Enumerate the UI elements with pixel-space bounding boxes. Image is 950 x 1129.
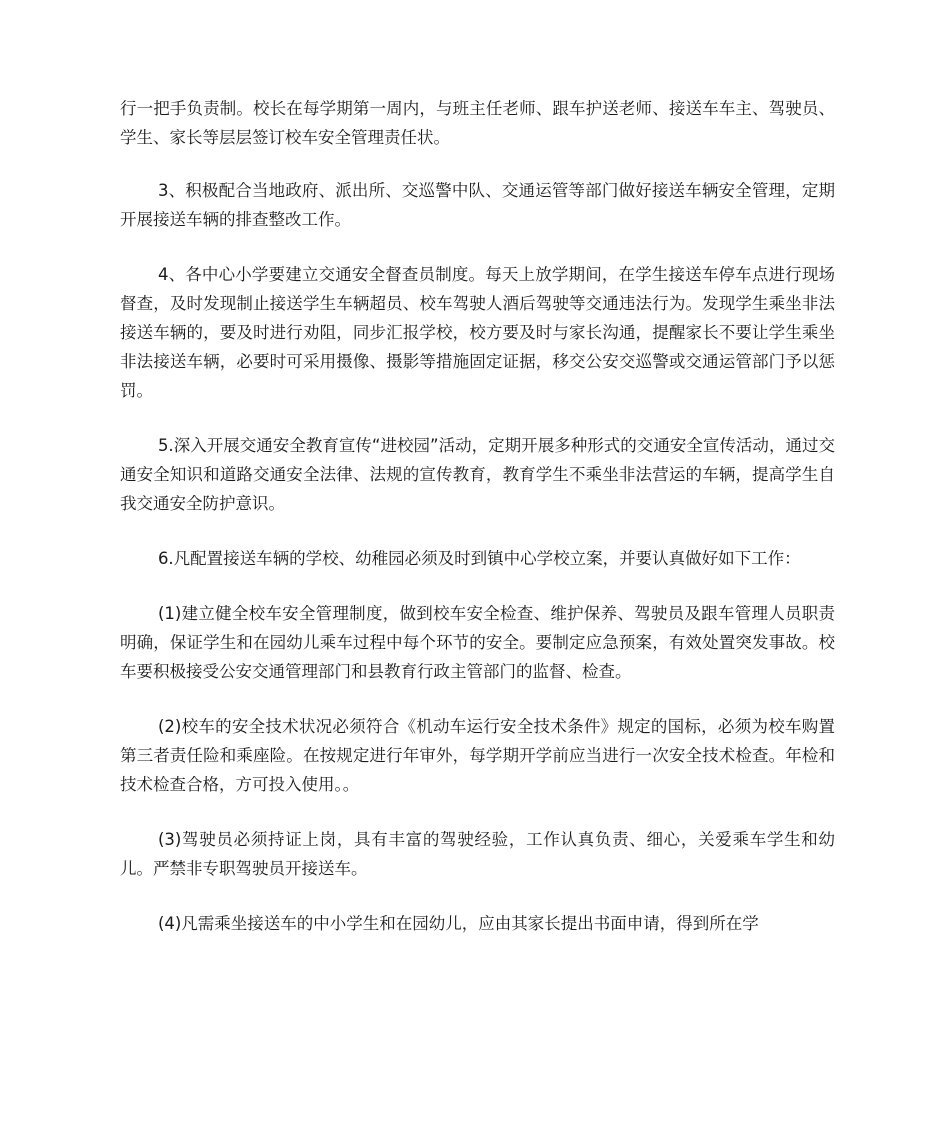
- paragraph-subitem-4: (4)凡需乘坐接送车的中小学生和在园幼儿，应由其家长提出书面申请，得到所在学: [157, 914, 759, 933]
- paragraph-subitem-2: (2)校车的安全技术状况必须符合《机动车运行安全技术条件》规定的国标，必须为校车购置第三者责任险和乘座险。在按规定进行年审外，每学期开学前应当进行一次安全技术检查。年检和技术检查合格，方可投入使用。。: [120, 717, 835, 794]
- paragraph-subitem-1: (1)建立健全校车安全管理制度，做到校车安全检查、维护保养、驾驶员及跟车管理人员职责明确，保证学生和在园幼儿乘车过程中每个环节的安全。要制定应急预案，有效处置突发事故。校车要积极接受公安交通管理部门和县教育行政主管部门的监督、检查。: [120, 604, 835, 681]
- paragraph-item-3: 3、积极配合当地政府、派出所、交巡警中队、交通运管等部门做好接送车辆安全管理，定期开展接送车辆的排查整改工作。: [120, 181, 835, 229]
- paragraph-continuation: 行一把手负责制。校长在每学期第一周内，与班主任老师、跟车护送老师、接送车车主、驾驶员、学生、家长等层层签订校车安全管理责任状。: [120, 99, 835, 147]
- paragraph-subitem-3: (3)驾驶员必须持证上岗，具有丰富的驾驶经验，工作认真负责、细心，关爱乘车学生和幼儿。严禁非专职驾驶员开接送车。: [120, 830, 835, 878]
- paragraph-item-5: 5.深入开展交通安全教育宣传“进校园”活动，定期开展多种形式的交通安全宣传活动，通过交通安全知识和道路交通安全法律、法规的宣传教育，教育学生不乘坐非法营运的车辆，提高学生自我交通安全防护意识。: [120, 436, 835, 513]
- paragraph-item-6: 6.凡配置接送车辆的学校、幼稚园必须及时到镇中心学校立案，并要认真做好如下工作：: [157, 549, 801, 568]
- document-body: [120, 94, 835, 964]
- paragraph-item-4: 4、各中心小学要建立交通安全督查员制度。每天上放学期间，在学生接送车停车点进行现场督查，及时发现制止接送学生车辆超员、校车驾驶人酒后驾驶等交通违法行为。发现学生乘坐非法接送车辆的，要及时进行劝阻，同步汇报学校，校方要及时与家长沟通，提醒家长不要让学生乘坐非法接送车辆，必要时可采用摄像、摄影等措施固定证据，移交公安交巡警或交通运管部门予以惩罚。: [120, 265, 835, 400]
